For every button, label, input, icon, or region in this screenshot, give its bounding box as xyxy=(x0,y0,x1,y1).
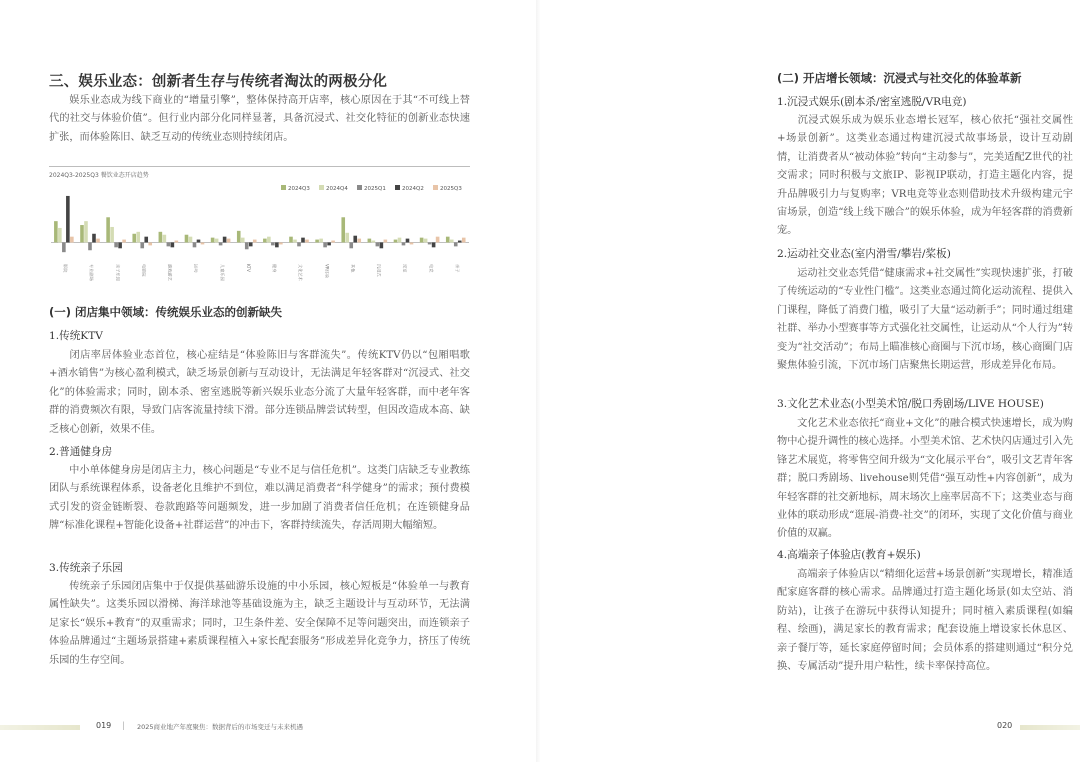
bar-2024Q3-影院 xyxy=(54,221,58,242)
bar-2024Q3-运动 xyxy=(185,235,189,243)
r-item2-title: 2.运动社交业态(室内滑雪/攀岩/桨板) xyxy=(777,248,951,260)
bar-2025Q3-亲子 xyxy=(462,238,466,243)
bar-2024Q2-儿童乐园 xyxy=(223,237,227,243)
bar-2025Q3-健身 xyxy=(279,242,283,244)
r-item3-text: 文化艺术业态依托“商业+文化”的融合模式快速增长，成为购物中心提升调性的核心选择。小型美术馆、艺术快闪店通过引入先锋艺术展览，将零售空间升级为“文化展示平台”，吸引文艺青年客群；脱口秀剧场、livehouse则凭借“强互动性+内容创新”，成为年轻客群的社交新地标，周末场次上座率居高不下；这类业态与商业体的联动形成“逛展-消费-社交”的闭环，实现了文化价值与商业价值的双赢。 xyxy=(777,418,1073,540)
page-number-right: 020 xyxy=(997,721,1013,730)
bar-2025Q3-儿童乐园 xyxy=(227,239,231,243)
category-label-影院: 影院 xyxy=(63,264,69,273)
bar-2024Q2-其他 xyxy=(353,236,357,243)
item2-paragraph xyxy=(49,462,470,536)
bar-2025Q3-VR体验 xyxy=(331,241,335,243)
footer-text: 2025商业地产年度聚焦：数据背后的市场变迁与未来机遇 xyxy=(137,723,304,731)
bar-2024Q4-运动 xyxy=(189,237,193,243)
intro-text: 娱乐业态成为线下商业的“增量引擎”，整体保持高开店率，核心原因在于其“不可线上替代的社交与体验价值”。但行业内部分化同样显著，具备沉浸式、社交化特征的创新业态快速扩张，而体验陈旧、缺乏互动的传统业态则持续闭店。 xyxy=(49,95,470,143)
bar-2025Q1-影院 xyxy=(62,242,66,252)
item1-paragraph xyxy=(49,347,470,439)
category-label-儿童乐园: 儿童乐园 xyxy=(219,264,225,281)
r-item3-title: 3.文化艺术业态(小型美术馆/脱口秀剧场/LIVE HOUSE) xyxy=(777,398,1044,410)
bar-2024Q2-密室 xyxy=(406,239,410,243)
bar-2025Q1-运动 xyxy=(193,242,197,247)
item1-text: 闭店率居体验业态首位，核心症结是“体验陈旧与客群流失”。传统KTV仍以“包厢唱歌+酒水销售”为核心盈利模式，缺乏场景创新与互动设计，无法满足年轻客群对“沉浸式、社交化”的体验需求；同时，剧本杀、密室逃脱等新兴娱乐业态分流了大量年轻客群，而中老年客群的消费频次有限，导致门店客流量持续下滑。部分连锁品牌尝试转型，但因改造成本高、缺乏核心创新，效果不佳。 xyxy=(49,350,470,435)
category-label-电影院: 电影院 xyxy=(141,264,147,277)
bar-2024Q3-亲子 xyxy=(446,237,450,243)
item2-title: 2.普通健身房 xyxy=(49,446,113,458)
item3-title: 3.传统亲子乐园 xyxy=(49,562,123,574)
bar-2024Q3-密室 xyxy=(394,240,398,243)
bar-2024Q4-健身 xyxy=(267,237,271,243)
bar-2025Q1-电竞 xyxy=(428,242,432,244)
category-label-其他: 其他 xyxy=(350,264,356,273)
intro-paragraph xyxy=(49,92,470,147)
bar-2025Q3-文化艺术 xyxy=(305,240,309,243)
category-label-KTV: KTV xyxy=(245,264,251,272)
bar-2025Q1-亲子 xyxy=(454,242,458,246)
legend-label-2025Q1: 2025Q1 xyxy=(364,186,386,192)
bar-2024Q4-电竞 xyxy=(424,239,428,243)
bar-2024Q2-健身 xyxy=(275,242,279,247)
bar-2024Q4-沉浸式 xyxy=(372,241,376,243)
legend-label-2024Q4: 2024Q4 xyxy=(326,186,348,192)
bar-2024Q3-亲子乐园 xyxy=(106,217,110,242)
bar-2024Q4-其他 xyxy=(345,233,349,243)
bar-2024Q4-专业剧场 xyxy=(84,221,88,242)
r-item4-paragraph xyxy=(777,566,1073,676)
bar-2024Q2-VR体验 xyxy=(327,242,331,245)
section-title: 三、娱乐业态：创新者生存与传统者淘汰的两极分化 xyxy=(49,74,388,90)
r-item1-paragraph xyxy=(777,112,1073,241)
page-number-left: 019 xyxy=(96,721,112,730)
bar-2024Q3-儿童乐园 xyxy=(211,238,215,243)
category-label-专业剧场: 专业剧场 xyxy=(89,264,95,281)
bar-2025Q3-沉浸式 xyxy=(384,240,388,243)
bar-2024Q3-文化艺术 xyxy=(289,237,293,243)
bar-2024Q3-KTV xyxy=(237,231,241,243)
legend-swatch-2024Q2 xyxy=(395,185,400,190)
bar-2024Q3-VR体验 xyxy=(315,240,319,243)
r-item4-title: 4.高端亲子体验店(教育+娱乐) xyxy=(777,549,921,561)
bar-2025Q3-其他 xyxy=(357,239,361,243)
bar-2025Q1-儿童乐园 xyxy=(219,242,223,245)
category-label-游戏游艺: 游戏游艺 xyxy=(167,264,173,281)
bar-2025Q1-专业剧场 xyxy=(88,242,92,250)
bar-2024Q4-文化艺术 xyxy=(293,240,297,243)
category-label-亲子: 亲子 xyxy=(454,264,460,273)
bar-2024Q2-电影院 xyxy=(144,237,148,243)
bar-2025Q3-亲子乐园 xyxy=(122,240,126,243)
legend-label-2025Q3: 2025Q3 xyxy=(440,186,462,192)
item1-title: 1.传统KTV xyxy=(49,330,103,342)
sub2-title: (二) 开店增长领域：沉浸式与社交化的体验革新 xyxy=(777,71,1022,85)
bar-2024Q3-健身 xyxy=(263,239,267,243)
bar-2025Q1-游戏游艺 xyxy=(167,242,171,246)
r-item4-text: 高端亲子体验店以“精细化运营+场景创新”实现增长，精准适配家庭客群的核心需求。品牌通过打造主题化场景(如太空站、消防站)，让孩子在游玩中获得认知提升；同时植入素质课程(如编程、绘画)，满足家长的教育需求；配套设施上增设家长休息区、亲子餐厅等，延长家庭停留时间；会员体系的搭建则通过“积分兑换、专属活动”提升用户粘性，续卡率保持高位。 xyxy=(777,569,1073,673)
bar-2024Q4-儿童乐园 xyxy=(215,239,219,243)
bar-2025Q3-KTV xyxy=(253,240,257,243)
category-label-运动: 运动 xyxy=(193,264,199,273)
bar-2025Q3-电竞 xyxy=(436,237,440,243)
bar-2025Q1-文化艺术 xyxy=(297,242,301,246)
r-item2-paragraph xyxy=(777,265,1073,375)
bar-2025Q1-电影院 xyxy=(140,242,144,248)
bar-2024Q4-影院 xyxy=(58,228,62,243)
bar-2025Q1-亲子乐园 xyxy=(114,242,118,247)
item3-paragraph xyxy=(49,578,470,670)
legend-swatch-2024Q4 xyxy=(319,185,324,190)
bar-2024Q4-VR体验 xyxy=(319,239,323,243)
bar-2024Q2-电竞 xyxy=(432,242,436,247)
category-label-VR体验: VR体验 xyxy=(324,264,330,279)
bar-2024Q2-专业剧场 xyxy=(92,234,96,243)
bar-2024Q2-影院 xyxy=(66,196,70,243)
item2-text: 中小单体健身房是闭店主力，核心问题是“专业不足与信任危机”。这类门店缺乏专业教练团队与系统课程体系，设备老化且维护不到位，难以满足消费者“科学健身”的需求；预付费模式引发的资金链断裂、卷款跑路等问题频发，进一步加剧了消费者信任危机；在连锁健身品牌“标准化课程+智能化设备+社群运营”的冲击下，客群持续流失，存活周期大幅缩短。 xyxy=(49,465,470,532)
chart-divider xyxy=(49,166,470,167)
chart-svg xyxy=(49,178,471,298)
bar-2025Q1-其他 xyxy=(349,242,353,248)
legend-label-2024Q3: 2024Q3 xyxy=(288,186,310,192)
bar-2024Q4-电影院 xyxy=(136,232,140,243)
bar-2025Q1-VR体验 xyxy=(323,242,327,247)
bar-2024Q2-运动 xyxy=(197,240,201,243)
category-label-健身: 健身 xyxy=(272,264,278,273)
legend-swatch-2025Q3 xyxy=(433,185,438,190)
bar-2025Q3-密室 xyxy=(410,242,414,244)
bar-2025Q3-运动 xyxy=(201,242,205,244)
bar-2025Q1-密室 xyxy=(402,242,406,245)
bar-2025Q3-游戏游艺 xyxy=(175,241,179,243)
bar-2024Q4-亲子乐园 xyxy=(110,227,114,243)
category-label-亲子乐园: 亲子乐园 xyxy=(115,264,121,281)
r-item1-text: 沉浸式娱乐成为娱乐业态增长冠军，核心依托“强社交属性+场景创新”。这类业态通过构建沉浸式故事场景，设计互动剧情，让消费者从“被动体验”转向“主动参与”，完美适配Z世代的社交需求；同时积极与文旅IP、影视IP联动，打造主题化内容，提升品牌吸引力与复购率；VR电竞等业态则借助技术升级构建元宇宙场景，创造“线上线下融合”的娱乐体验，成为年轻客群的消费新宠。 xyxy=(777,115,1073,237)
bar-2024Q2-KTV xyxy=(249,242,253,246)
footer-separator: | xyxy=(122,721,125,730)
bar-2024Q2-亲子乐园 xyxy=(118,242,122,248)
r-item3-paragraph xyxy=(777,415,1073,544)
bar-2024Q3-电竞 xyxy=(420,238,424,243)
bar-2025Q1-KTV xyxy=(245,242,249,249)
bar-2024Q4-密室 xyxy=(398,238,402,243)
bar-2024Q3-其他 xyxy=(341,217,345,242)
r-item1-title: 1.沉浸式娱乐(剧本杀/密室逃脱/VR电竞) xyxy=(777,96,967,108)
category-label-电竞: 电竞 xyxy=(428,264,434,273)
bar-2024Q3-游戏游艺 xyxy=(159,232,163,243)
bar-2024Q2-沉浸式 xyxy=(380,242,384,248)
sub1-title: (一) 闭店集中领域：传统娱乐业态的创新缺失 xyxy=(49,305,283,319)
category-label-密室: 密室 xyxy=(402,264,408,273)
footer-accent-right xyxy=(1020,725,1080,730)
legend-swatch-2024Q3 xyxy=(281,185,286,190)
item3-text: 传统亲子乐园闭店集中于仅提供基础游乐设施的中小乐园，核心短板是“体验单一与教育属性缺失”。这类乐园以滑梯、海洋球池等基础设施为主，缺乏主题设计与互动环节，无法满足家长“娱乐+教育”的双重需求；同时，卫生条件差、安全保障不足等问题突出，而连锁亲子体验品牌通过“主题场景搭建+素质课程植入+家长配套服务”形成差异化竞争力，挤压了传统乐园的生存空间。 xyxy=(49,581,470,666)
bar-2024Q4-KTV xyxy=(241,238,245,243)
bar-2025Q3-电影院 xyxy=(148,242,152,245)
legend-label-2024Q2: 2024Q2 xyxy=(402,186,424,192)
bar-2024Q4-亲子 xyxy=(450,240,454,243)
bar-2025Q3-影院 xyxy=(70,237,74,243)
category-label-文化艺术: 文化艺术 xyxy=(298,264,304,281)
chart-title: 2024Q3-2025Q3 餐饮业态开店趋势 xyxy=(49,172,149,179)
bar-2024Q4-游戏游艺 xyxy=(163,235,167,243)
bar-2024Q3-专业剧场 xyxy=(80,225,84,242)
bar-2024Q3-电影院 xyxy=(132,234,136,243)
bar-2024Q2-文化艺术 xyxy=(301,238,305,243)
r-item2-text: 运动社交业态凭借“健康需求+社交属性”实现快速扩张，打破了传统运动的“专业性门槛”。这类业态通过简化运动流程、提供入门课程，降低了消费门槛，吸引了大量“运动新手”；同时通过组建社群、举办小型赛事等方式强化社交属性，让运动从“个人行为”转变为“社交活动”；布局上瞄准核心商圈与下沉市场，核心商圈门店聚焦体验引流，下沉市场门店聚焦长期运营，形成差异化布局。 xyxy=(777,268,1073,372)
footer-accent-left xyxy=(0,725,80,730)
bar-2025Q3-专业剧场 xyxy=(96,239,100,243)
bar-2024Q2-游戏游艺 xyxy=(171,242,175,247)
bar-2024Q2-亲子 xyxy=(458,241,462,243)
bar-chart xyxy=(49,178,471,298)
category-label-沉浸式: 沉浸式 xyxy=(376,264,382,277)
right-page xyxy=(540,0,1080,762)
bar-2024Q3-沉浸式 xyxy=(368,239,372,243)
bar-2025Q1-健身 xyxy=(271,242,275,245)
legend-swatch-2025Q1 xyxy=(357,185,362,190)
bar-2025Q1-沉浸式 xyxy=(376,242,380,246)
